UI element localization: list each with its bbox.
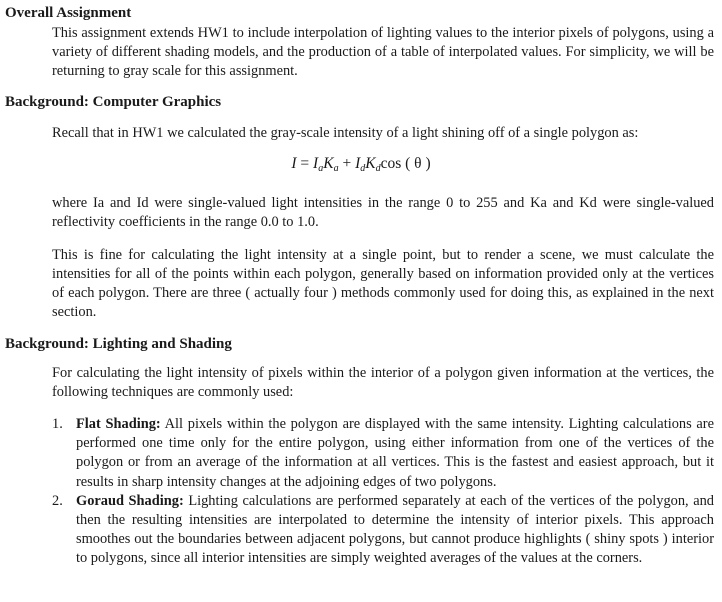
lighting-shading-intro-text: For calculating the light intensity of pixels within the interior of a polygon given information at the vertices, the following techniques are commonly used: [52, 365, 714, 400]
equation-diffuse-intensity: I [355, 155, 361, 172]
list-item-term: Goraud Shading: [76, 492, 184, 509]
list-item [52, 492, 714, 569]
equation-cos: cos [380, 155, 402, 172]
lighting-shading-heading: Background: Lighting and Shading [5, 336, 232, 352]
list-item-term: Flat Shading: [76, 416, 161, 432]
after-equation-text: where Ia and Id were single-valued light intensities in the range 0 to 255 and Ka and Kd were single-valued reflectivity coefficients in the range 0.0 to 1.0. [52, 195, 714, 230]
equation-ambient-coefficient: K [323, 155, 334, 172]
list-item-number: 2. [52, 492, 63, 509]
equation-theta: ( θ ) [405, 155, 431, 172]
equation-ambient-intensity-subscript: a [318, 163, 324, 174]
equation-plus: + [342, 155, 352, 172]
list-item-text: Lighting calculations are performed separately at each of the vertices of the polygon, and then the resulting intensities are interpolated to determine the intensity of interior pixels. This approach smoothes out the boundaries between adjacent polygons, but cannot produce highlights ( shiny spots ) interior to polygons, since all interior intensities are simply weighted averages of the values at the corners. [76, 492, 714, 567]
equation-diffuse-coefficient: K [365, 155, 376, 172]
list-item-text: All pixels within the polygon are displayed with the same intensity. Lighting calculations are performed one time only for the entire polygon, using either information from one of the vertices of the polygon or from an average of the information at all vertices. This is the fastest and easiest approach, but it results in sharp intensity changes at the adjoining edges of two polygons. [76, 416, 714, 490]
equation-equals: = [300, 155, 310, 172]
paragraph-2-text: This is fine for calculating the light intensity at a single point, but to render a scene, we must calculate the intensities for all of the points within each polygon, generally based on information provided only at the vertices of each polygon. There are three ( actually four ) methods commonly used for doing this, as explained in the next section. [52, 247, 714, 320]
list-item-number: 1. [52, 416, 63, 432]
computer-graphics-intro [52, 124, 714, 143]
shading-techniques-list [52, 415, 714, 569]
equation-diffuse-intensity-subscript: d [360, 163, 366, 174]
overall-assignment-heading: Overall Assignment [5, 5, 132, 21]
overall-assignment-text: This assignment extends HW1 to include interpolation of lighting values to the interior pixels of polygons, using a variety of different shading models, and the production of a table of interpolated values. For simplicity, we will be returning to gray scale for this assignment. [52, 25, 714, 79]
equation-diffuse-coefficient-subscript: d [375, 163, 381, 174]
overall-assignment-paragraph [52, 24, 714, 81]
computer-graphics-heading: Background: Computer Graphics [5, 94, 222, 110]
lighting-shading-intro [52, 364, 714, 402]
computer-graphics-after-equation [52, 194, 714, 232]
computer-graphics-paragraph-2 [52, 246, 714, 322]
equation-ambient-coefficient-subscript: a [333, 163, 339, 174]
equation-intensity: I [291, 155, 297, 172]
computer-graphics-intro-text: Recall that in HW1 we calculated the gray-scale intensity of a light shining off of a single polygon as: [52, 125, 639, 141]
equation-ambient-intensity: I [313, 155, 319, 172]
list-item [52, 415, 714, 492]
lighting-equation [0, 154, 722, 179]
